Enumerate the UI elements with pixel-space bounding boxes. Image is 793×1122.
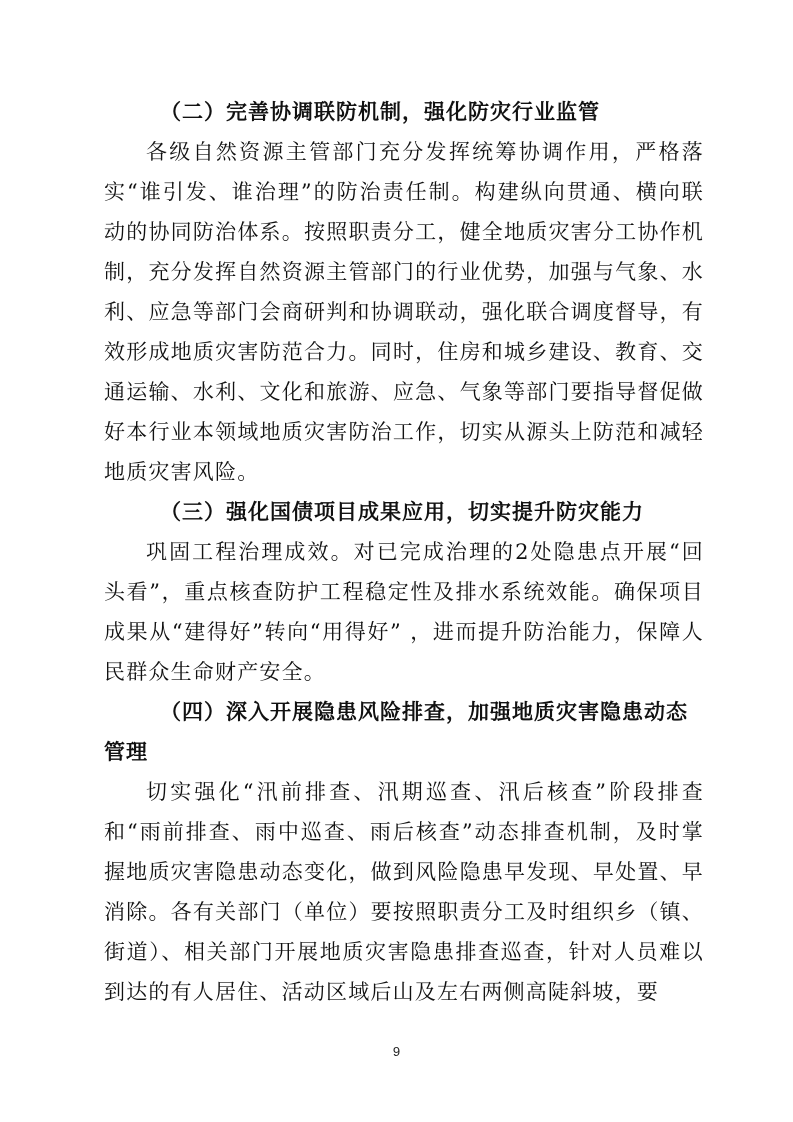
document-body [104, 92, 704, 1012]
section-4-paragraph: 切实强化“汛前排查、汛期巡查、汛后核查”阶段排查和“雨前排查、雨中巡查、雨后核查”动态排查机制，及时掌握地质灾害隐患动态变化，做到风险隐患早发现、早处置、早消除。各有关部门（单位）要按照职责分工及时组织乡（镇、街道）、相关部门开展地质灾害隐患排查巡查，针对人员难以到达的有人居住、活动区域后山及左右两侧高陡斜坡，要 [104, 780, 704, 1004]
section-heading-3: （三）强化国债项目成果应用，切实提升防灾能力 [160, 500, 644, 524]
page-number: 9 [392, 1044, 401, 1059]
section-heading-2: （二）完善协调联防机制，强化防灾行业监管 [160, 100, 600, 124]
section-2-paragraph: 各级自然资源主管部门充分发挥统筹协调作用，严格落实“谁引发、谁治理”的防治责任制。构建纵向贯通、横向联动的协同防治体系。按照职责分工，健全地质灾害分工协作机制，充分发挥自然资源主管部门的行业优势，加强与气象、水利、应急等部门会商研判和协调联动，强化联合调度督导，有效形成地质灾害防范合力。同时，住房和城乡建设、教育、交通运输、水利、文化和旅游、应急、气象等部门要指导督促做好本行业本领域地质灾害防治工作，切实从源头上防范和减轻地质灾害风险。 [104, 140, 704, 484]
section-heading-4: （四）深入开展隐患风险排查，加强地质灾害隐患动态管理 [104, 700, 688, 764]
section-3-paragraph: 巩固工程治理成效。对已完成治理的2处隐患点开展“回头看”，重点核查防护工程稳定性及排水系统效能。确保项目成果从“建得好”转向“用得好” ，进而提升防治能力，保障人民群众生命财产安全。 [104, 540, 704, 684]
